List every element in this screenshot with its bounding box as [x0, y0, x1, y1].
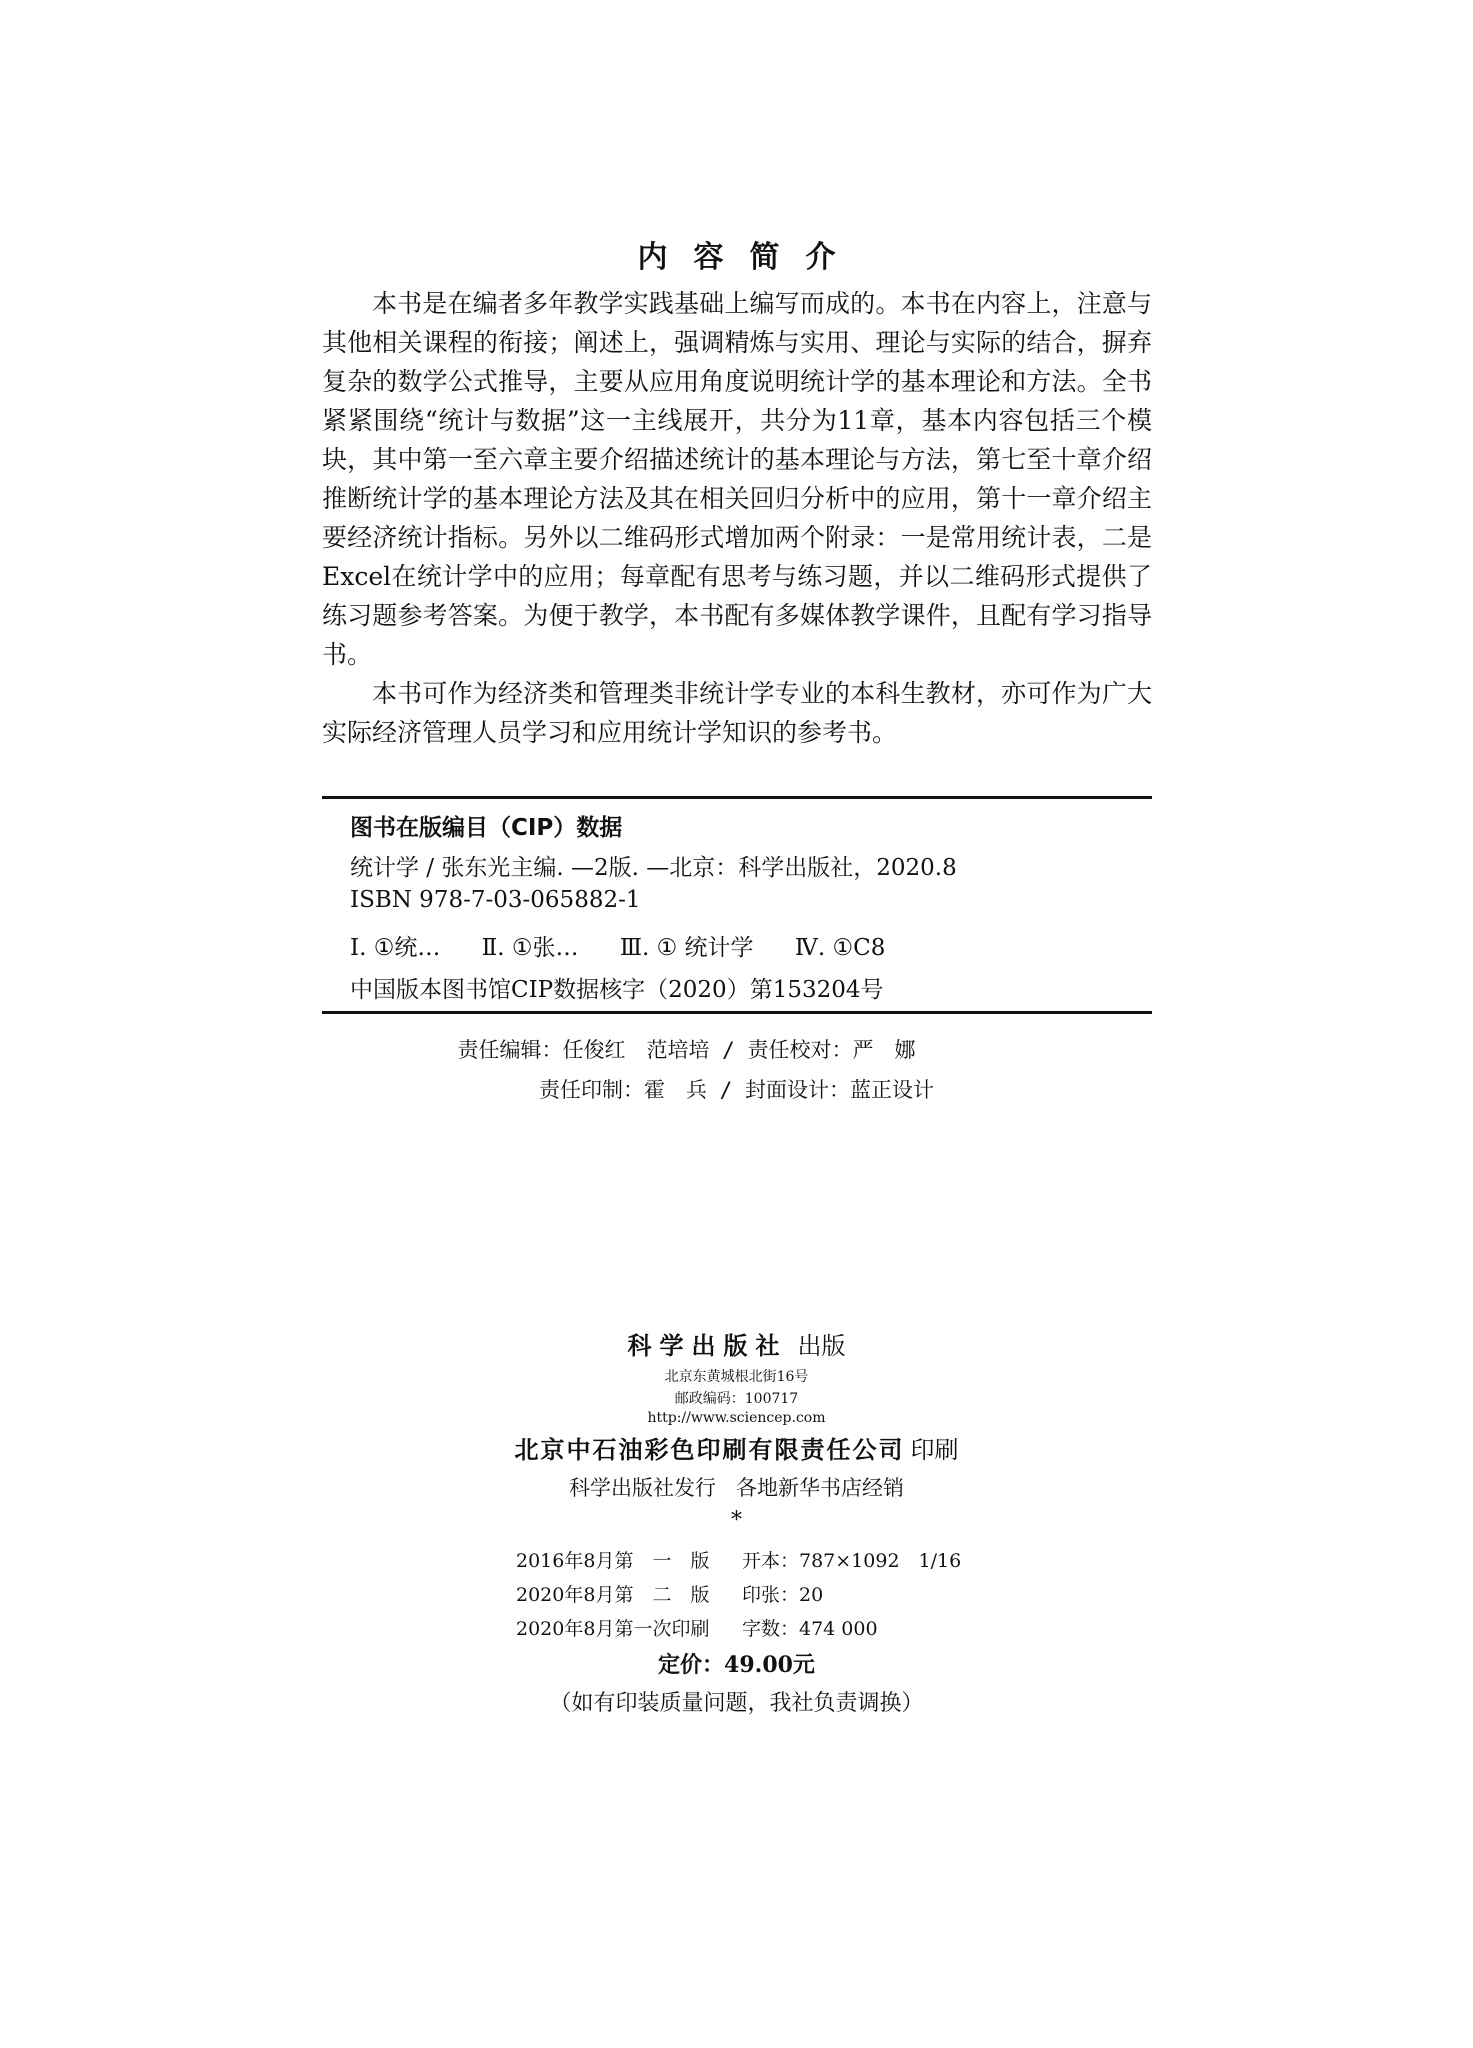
- cip-title-line: 统计学 / 张东光主编. —2版. —北京：科学出版社，2020.8: [350, 855, 957, 881]
- spec-detail: 开本：787×1092 1/16: [742, 1550, 962, 1572]
- publisher-url: http://www.sciencep.com: [647, 1410, 826, 1426]
- cip-record-number: 中国版本图书馆CIP数据核字（2020）第153204号: [350, 977, 884, 1003]
- cip-heading: 图书在版编目（CIP）数据: [350, 815, 623, 841]
- cip-class-4: Ⅳ. ①C8: [794, 935, 886, 961]
- printer-suffix: 印刷: [910, 1436, 959, 1464]
- publisher-line: [0, 1326, 1473, 1361]
- summary-paragraph-2: 本书可作为经济类和管理类非统计学专业的本科生教材，亦可作为广大实际经济管理人员学习和应用统计学知识的参考书。: [322, 679, 1152, 747]
- summary-title: 内容简介: [637, 240, 862, 275]
- spec-row: [516, 1612, 1036, 1646]
- staff-editors: 责任编辑：任俊红 范培培 / 责任校对：严 娜: [457, 1038, 916, 1062]
- summary-body: [322, 284, 1152, 752]
- cip-isbn: ISBN 978-7-03-065882-1: [350, 887, 641, 913]
- distributor: 科学出版社发行: [569, 1476, 716, 1500]
- cip-class-3: Ⅲ. ① 统计学: [619, 935, 754, 961]
- spec-edition: 2020年8月第一次印刷: [516, 1618, 710, 1640]
- edition-specs: [516, 1544, 1036, 1646]
- publisher-name: 科学出版社: [627, 1331, 788, 1360]
- publisher-postcode: 邮政编码：100717: [674, 1391, 799, 1407]
- cip-classification: [350, 929, 919, 962]
- cip-class-1: Ⅰ. ①统…: [350, 935, 441, 961]
- spec-edition: 2016年8月第 一 版: [516, 1550, 710, 1572]
- printer-name: 北京中石油彩色印刷有限责任公司: [514, 1435, 905, 1464]
- cip-class-2: Ⅱ. ①张…: [481, 935, 579, 961]
- summary-paragraph-1: 本书是在编者多年教学实践基础上编写而成的。本书在内容上，注意与其他相关课程的衔接；阐述上，强调精炼与实用、理论与实际的结合，摒弃复杂的数学公式推导，主要从应用角度说明统计学的基本理论和方法。全书紧紧围绕“统计与数据”这一主线展开，共分为11章，基本内容包括三个模块，其中第一至六章主要介绍描述统计的基本理论与方法，第七至十章介绍推断统计学的基本理论方法及其在相关回归分析中的应用，第十一章介绍主要经济统计指标。另外以二维码形式增加两个附录：一是常用统计表，二是Excel在统计学中的应用；每章配有思考与练习题，并以二维码形式提供了练习题参考答案。为便于教学，本书配有多媒体教学课件，且配有学习指导书。: [322, 289, 1152, 669]
- staff-production: 责任印制：霍 兵 / 封面设计：蓝正设计: [539, 1078, 934, 1102]
- spec-detail: 字数：474 000: [742, 1618, 878, 1640]
- publisher-suffix: 出版: [797, 1332, 846, 1360]
- price: 定价：49.00元: [658, 1652, 815, 1678]
- cip-data-box: [322, 796, 1152, 1014]
- publisher-address: 北京东黄城根北街16号: [664, 1369, 809, 1385]
- spec-edition: 2020年8月第 二 版: [516, 1584, 710, 1606]
- spec-row: [516, 1544, 1036, 1578]
- retailer: 各地新华书店经销: [736, 1476, 904, 1500]
- spec-row: [516, 1578, 1036, 1612]
- spec-detail: 印张：20: [742, 1584, 824, 1606]
- quality-note: （如有印装质量问题，我社负责调换）: [549, 1691, 924, 1716]
- distribution-line: [0, 1472, 1473, 1502]
- printer-line: [0, 1430, 1473, 1465]
- separator-star: *: [731, 1508, 742, 1533]
